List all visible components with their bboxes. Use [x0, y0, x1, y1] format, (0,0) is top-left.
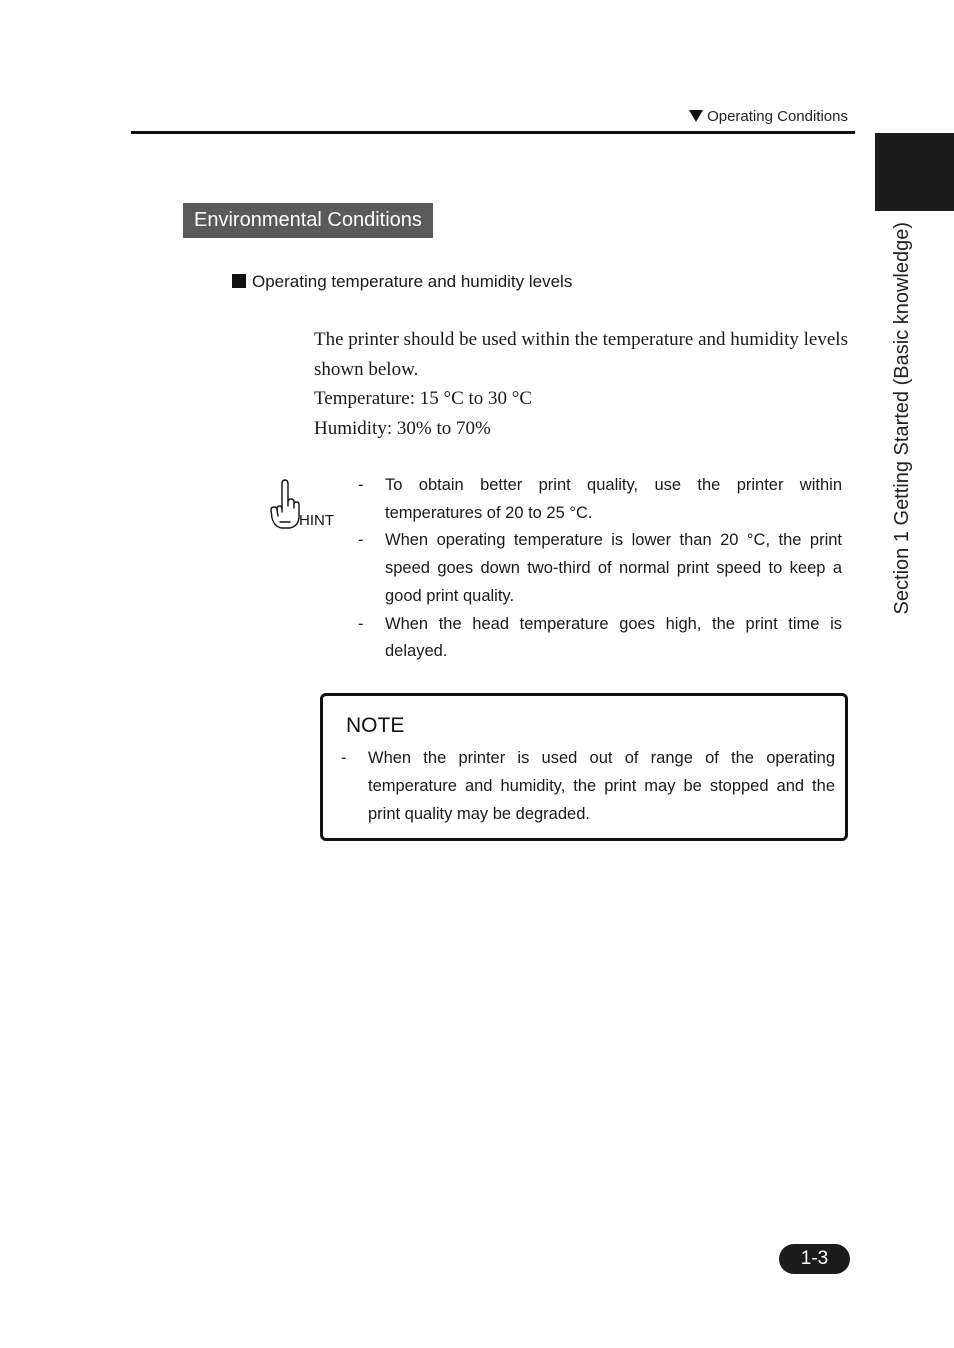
- hint-item: - To obtain better print quality, use the printer within temperatures of 20 to 25 °C.: [358, 476, 842, 522]
- hint-label: HINT: [299, 512, 334, 529]
- note-list: [341, 744, 835, 828]
- triangle-down-icon: [689, 110, 703, 122]
- humidity-range: Humidity: 30% to 70%: [314, 417, 491, 439]
- subheading-text: Operating temperature and humidity levels: [252, 272, 573, 291]
- note-title: NOTE: [346, 714, 405, 737]
- temperature-range: Temperature: 15 °C to 30 °C: [314, 388, 533, 409]
- pointing-hand-icon: [268, 476, 302, 532]
- body-text: [314, 325, 854, 443]
- note-box: [320, 693, 848, 841]
- running-header-title: Operating Conditions: [707, 108, 848, 125]
- side-section-title: Section 1 Getting Started (Basic knowledge): [891, 222, 913, 615]
- running-header: [689, 108, 848, 125]
- hint-list: [358, 472, 842, 666]
- note-item: - When the printer is used out of range of the operating temperature and humidity, the print may be stopped and the print quality may be degraded.: [341, 749, 835, 823]
- section-tab: [875, 133, 954, 211]
- hint-item: - When the head temperature goes high, the print time is delayed.: [358, 614, 842, 661]
- section-heading: Environmental Conditions: [183, 203, 433, 238]
- square-bullet-icon: [232, 274, 246, 288]
- hint-item: - When operating temperature is lower than 20 °C, the print speed goes down two-third of normal print speed to keep a good print quality.: [358, 531, 842, 605]
- header-rule: [131, 131, 855, 134]
- page-number: 1-3: [779, 1244, 850, 1274]
- subheading: [232, 272, 572, 292]
- body-paragraph: The printer should be used within the temperature and humidity levels shown below.: [314, 329, 848, 380]
- hint-badge: [268, 476, 348, 536]
